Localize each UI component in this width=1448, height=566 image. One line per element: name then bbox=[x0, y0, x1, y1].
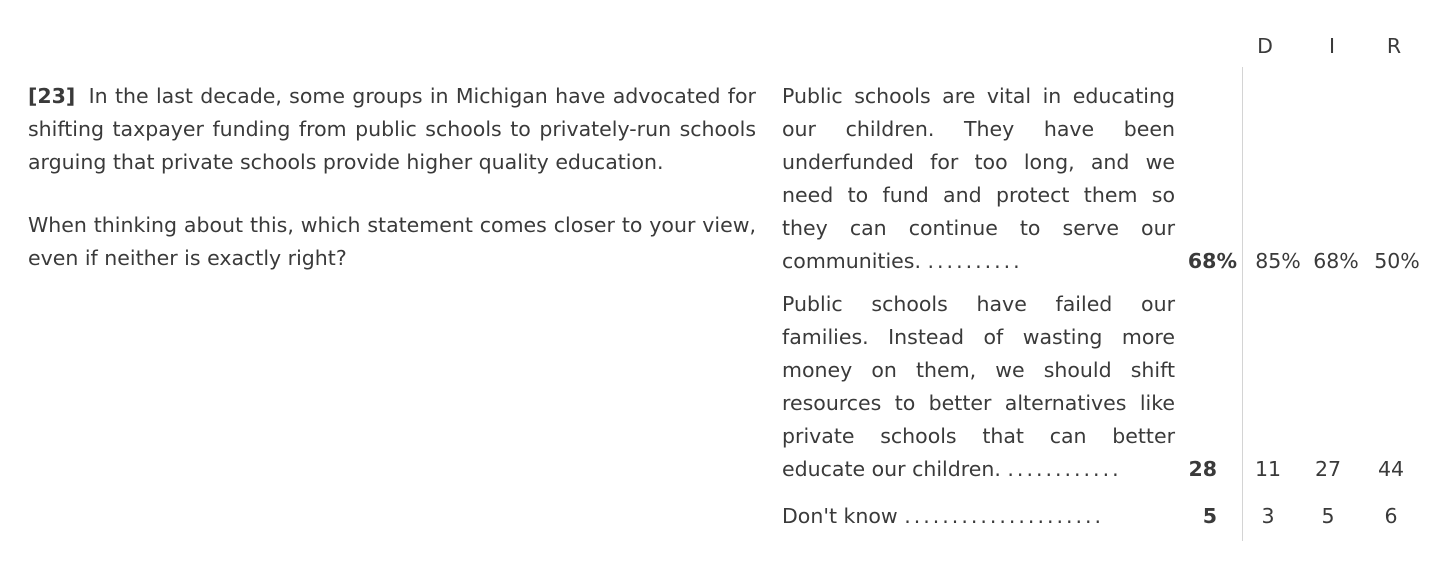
column-header-d: D bbox=[1257, 34, 1273, 58]
answer-option-2 bbox=[782, 288, 1175, 486]
value-i: 68% bbox=[1313, 249, 1359, 273]
total-value: 68% bbox=[1187, 249, 1237, 273]
value-i: 27 bbox=[1314, 457, 1342, 481]
dot-leader: ............ bbox=[1007, 457, 1122, 481]
value-d: 85% bbox=[1255, 249, 1301, 273]
value-d: 3 bbox=[1261, 504, 1275, 528]
dot-leader: ..................... bbox=[904, 504, 1105, 528]
answer-text: Public schools are vital in educating our children. They have been underfunded for too long, and we need to fund and protect them so they can continue to serve our communities. bbox=[782, 84, 1175, 273]
column-header-i: I bbox=[1328, 34, 1336, 58]
total-value: 5 bbox=[1202, 504, 1217, 528]
value-r: 6 bbox=[1384, 504, 1398, 528]
question-text: In the last decade, some groups in Michigan have advocated for shifting taxpayer funding from public schools to privately-run schools arguing that private schools provide higher quality education. bbox=[28, 84, 756, 174]
answer-text: Don't know bbox=[782, 504, 898, 528]
value-d: 11 bbox=[1254, 457, 1282, 481]
value-r: 50% bbox=[1374, 249, 1420, 273]
value-i: 5 bbox=[1321, 504, 1335, 528]
answer-text: Public schools have failed our families. Instead of wasting more money on them, we should shift resources to better alternatives like private schools that can better educate our children. bbox=[782, 292, 1175, 481]
question-prompt: When thinking about this, which statement comes closer to your view, even if neither is exactly right? bbox=[28, 213, 756, 270]
question-block bbox=[28, 80, 756, 305]
answer-option-3 bbox=[782, 500, 1175, 533]
total-value: 28 bbox=[1188, 457, 1217, 481]
value-r: 44 bbox=[1377, 457, 1405, 481]
answer-option-1 bbox=[782, 80, 1175, 278]
question-number: [23] bbox=[28, 84, 76, 108]
column-header-r: R bbox=[1386, 34, 1402, 58]
question-paragraph bbox=[28, 80, 756, 179]
dot-leader: .......... bbox=[927, 249, 1023, 273]
